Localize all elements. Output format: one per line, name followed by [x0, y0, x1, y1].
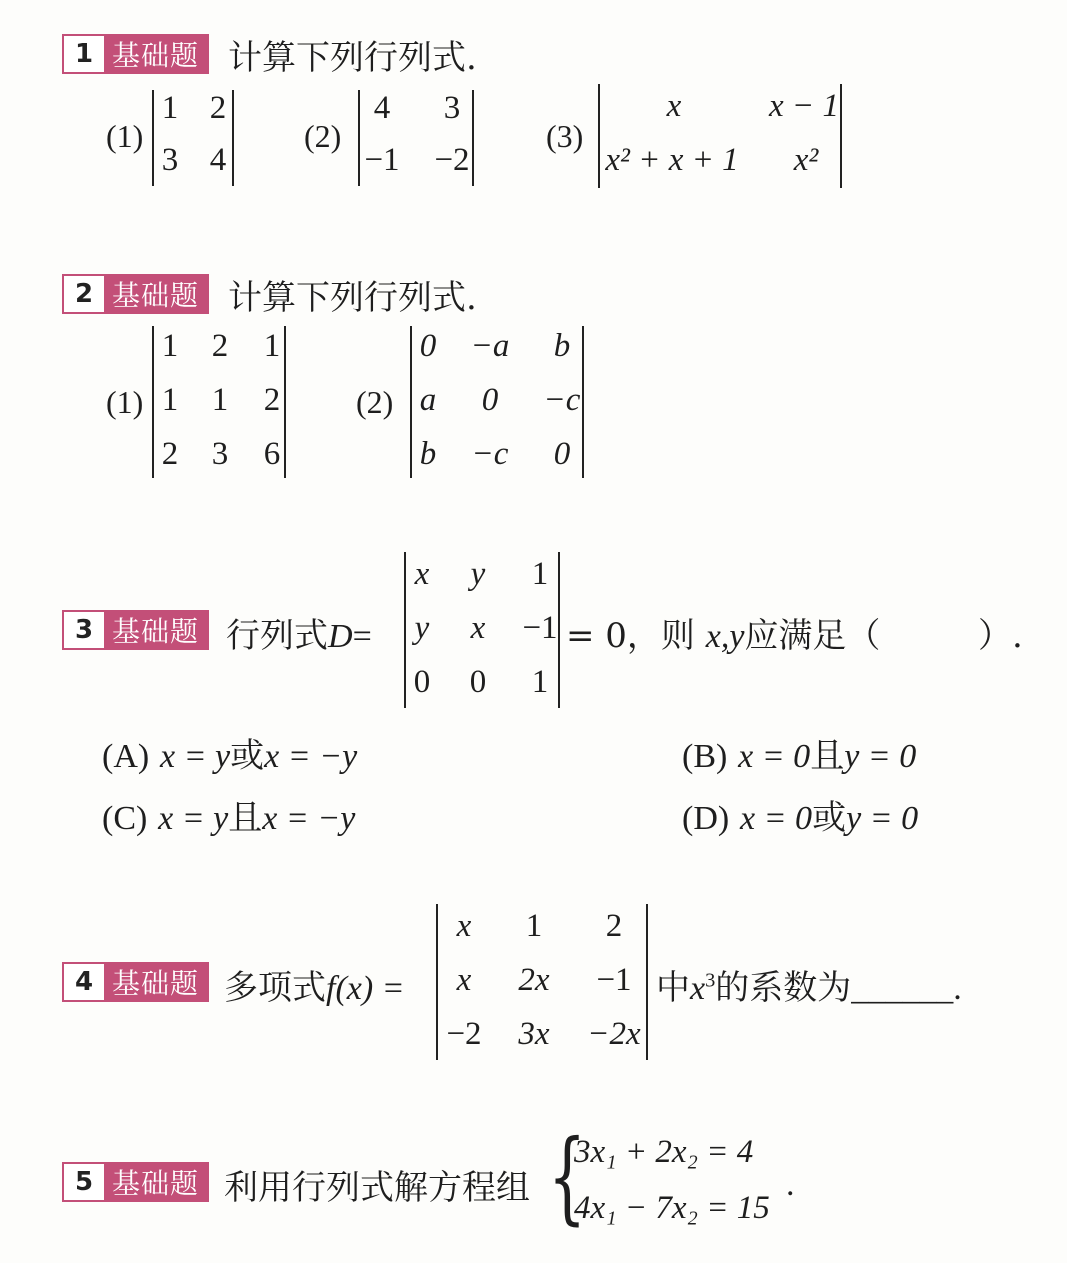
option-expr: x = 0: [738, 738, 811, 775]
stem-text: 中: [656, 968, 690, 1008]
option-conj: 且: [810, 736, 845, 776]
option-label: (D): [682, 800, 730, 837]
problem-type-label: 基础题: [104, 964, 207, 1000]
option-conj: 且: [228, 798, 263, 838]
det-cell: 1: [531, 664, 549, 700]
option-expr: x = y: [158, 800, 229, 837]
det-cell: 6: [263, 436, 281, 472]
answer-blank: ______: [851, 970, 954, 1007]
det-cell: 3x: [518, 1016, 550, 1052]
stem-var: D: [328, 618, 353, 655]
det-cell: 2: [161, 436, 179, 472]
det-cell: x² + x + 1: [605, 142, 739, 178]
problem-tag: [62, 962, 209, 1002]
option-c: [102, 790, 355, 839]
det-cell: x: [456, 962, 472, 998]
det-cell: b: [553, 328, 571, 364]
det-cell: −2x: [587, 1016, 641, 1052]
det-cell: 1: [525, 908, 543, 944]
problem-tag: [62, 274, 209, 314]
option-expr: x = 0: [740, 800, 813, 837]
det-cell: b: [419, 436, 437, 472]
det-cell: 3: [443, 90, 461, 126]
det-cell: 2: [263, 382, 281, 418]
det-cell: x²: [793, 142, 819, 178]
problem-stem: [226, 608, 372, 657]
det-cell: 2: [209, 90, 227, 126]
det-cell: −2: [446, 1016, 482, 1052]
det-cell: a: [419, 382, 437, 418]
det-cell: x: [470, 610, 486, 646]
determinant: [152, 90, 234, 186]
determinant: [436, 904, 648, 1060]
option-expr: y = 0: [846, 800, 919, 837]
determinant: [358, 90, 474, 186]
problem-stem-continued: [656, 960, 962, 1009]
det-cell: −2: [434, 142, 470, 178]
stem-var: x: [690, 970, 706, 1007]
part-label: (2): [304, 118, 342, 154]
stem-power: 3: [705, 969, 716, 992]
option-conj: 或: [812, 798, 847, 838]
stem-function: f(x) =: [326, 970, 405, 1007]
stem-vars: x,y: [705, 618, 745, 655]
problem-tag: [62, 610, 209, 650]
option-label: (C): [102, 800, 148, 837]
problem-type-label: 基础题: [104, 36, 207, 72]
det-cell: −1: [364, 142, 400, 178]
det-cell: x: [414, 556, 430, 592]
part-label: (1): [106, 384, 144, 420]
problem-type-label: 基础题: [104, 612, 207, 648]
part-label: (1): [106, 118, 144, 154]
stem-end: .: [953, 970, 962, 1007]
det-cell: x: [666, 88, 682, 124]
stem-text: 应满足（: [744, 616, 881, 656]
det-cell: −1: [596, 962, 632, 998]
stem-text: 的系数为: [715, 968, 852, 1008]
problem-type-label: 基础题: [104, 276, 207, 312]
det-cell: 4: [209, 142, 227, 178]
det-cell: 2: [605, 908, 623, 944]
stem-text: 多项式: [224, 968, 326, 1008]
stem-text: 行列式: [226, 616, 328, 656]
det-cell: 1: [161, 90, 179, 126]
det-cell: 1: [263, 328, 281, 364]
det-cell: 0: [413, 664, 431, 700]
option-expr: x = −y: [262, 800, 356, 837]
det-cell: 1: [161, 328, 179, 364]
problem-stem-continued: [566, 608, 880, 657]
det-cell: x: [456, 908, 472, 944]
problem-stem: [224, 960, 405, 1009]
det-cell: 0: [481, 382, 499, 418]
determinant: [410, 326, 584, 478]
option-label: (A): [102, 738, 150, 775]
determinant: [598, 84, 842, 188]
option-expr: x = y: [160, 738, 231, 775]
stem-text: = 0，则: [566, 616, 695, 656]
det-cell: −c: [471, 436, 509, 472]
det-cell: y: [414, 610, 430, 646]
det-cell: 0: [469, 664, 487, 700]
stem-end: .: [786, 1166, 795, 1203]
det-cell: 3: [211, 436, 229, 472]
problem-stem: 计算下列行列式.: [228, 38, 477, 78]
problem-tag: [62, 1162, 209, 1202]
det-cell: −c: [543, 382, 581, 418]
det-cell: 3: [161, 142, 179, 178]
part-label: (3): [546, 118, 584, 154]
determinant: [152, 326, 286, 478]
det-cell: 0: [553, 436, 571, 472]
problem-type-label: 基础题: [104, 1164, 207, 1200]
option-expr: y = 0: [844, 738, 917, 775]
det-cell: y: [470, 556, 486, 592]
det-cell: 2x: [518, 962, 550, 998]
left-brace: {: [548, 1118, 587, 1235]
det-cell: 4: [373, 90, 391, 126]
det-cell: 2: [211, 328, 229, 364]
problem-tag: [62, 34, 209, 74]
determinant: [404, 552, 560, 708]
problem-number: 4: [74, 967, 94, 997]
part-label: (2): [356, 384, 394, 420]
det-cell: 1: [161, 382, 179, 418]
problem-number: 3: [74, 615, 94, 645]
problem-number: 2: [74, 279, 94, 309]
option-b: [682, 728, 916, 777]
option-a: [102, 728, 357, 777]
answer-bracket-close: ）.: [978, 616, 1023, 656]
option-expr: x = −y: [264, 738, 358, 775]
option-d: [682, 790, 918, 839]
problem-stem: 计算下列行列式.: [228, 278, 477, 318]
det-cell: −1: [522, 610, 558, 646]
option-conj: 或: [230, 736, 265, 776]
equation-2: 4x₁ − 7x₂ = 15: [574, 1190, 770, 1226]
problem-number: 1: [74, 39, 94, 69]
det-cell: x − 1: [769, 88, 839, 124]
det-cell: 1: [211, 382, 229, 418]
equation-1: 3x₁ + 2x₂ = 4: [574, 1134, 754, 1170]
problem-stem: 利用行列式解方程组: [224, 1168, 530, 1208]
problem-number: 5: [74, 1167, 94, 1197]
det-cell: 1: [531, 556, 549, 592]
det-cell: −a: [470, 328, 510, 364]
det-cell: 0: [419, 328, 437, 364]
option-label: (B): [682, 738, 728, 775]
stem-eq: =: [352, 618, 372, 655]
